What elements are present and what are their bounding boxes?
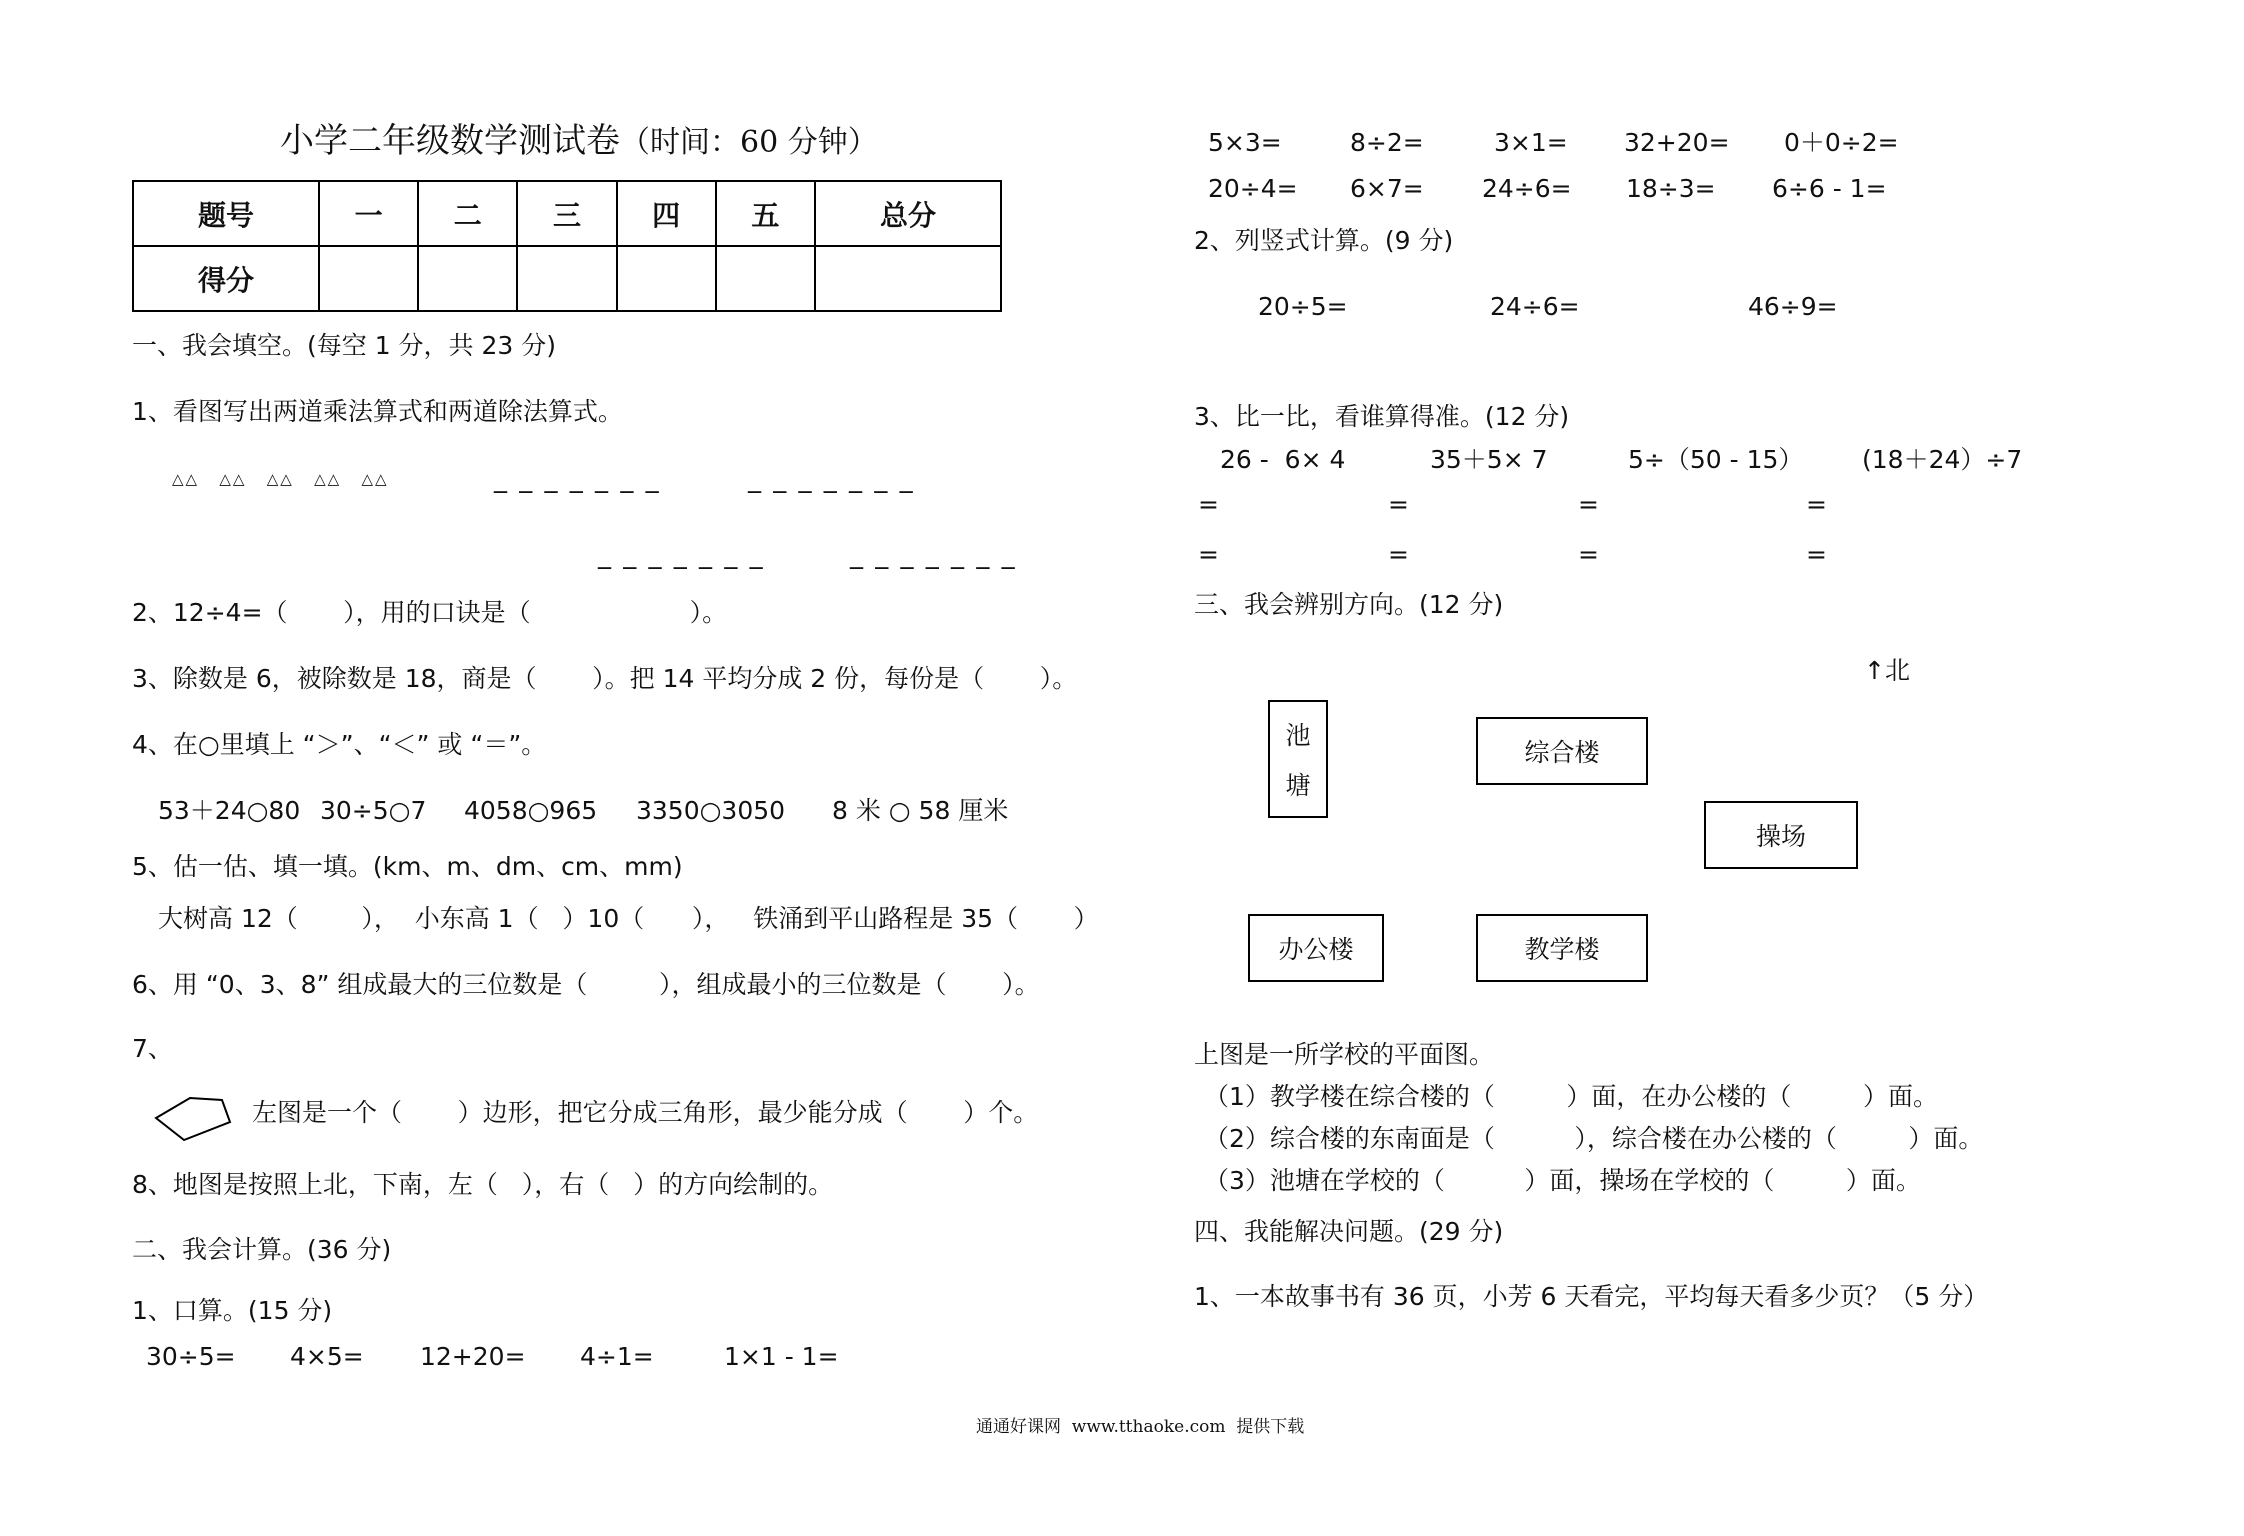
expression: (18＋24）÷7 (1862, 445, 2023, 474)
map-label: 操场 (1755, 822, 1806, 851)
score-table (132, 180, 1002, 312)
equals-sign: = (1578, 540, 1599, 569)
page-title (280, 121, 878, 161)
section-4-title: 四、我能解决问题。(29 分) (1194, 1217, 1504, 1246)
calc-item: 4÷1= (580, 1342, 654, 1371)
question-3: 3、除数是 6，被除数是 18，商是（ ）。把 14 平均分成 2 份，每份是（ ）。 (132, 664, 1078, 693)
section-3-title: 三、我会辨别方向。(12 分) (1194, 590, 1504, 619)
answer-blank[interactable]: _ _ _ _ _ _ _ (598, 540, 765, 570)
question-5: 5、估一估、填一填。(km、m、dm、cm、mm) (132, 852, 683, 881)
map-label: 池 (1285, 721, 1311, 750)
equals-sign: = (1806, 490, 1827, 519)
compare-item: 4058○965 (464, 796, 598, 825)
vertical-calc-item: 20÷5= (1258, 292, 1348, 321)
calc-item: 4×5= (290, 1342, 364, 1371)
score-input-cell[interactable] (418, 246, 517, 311)
time-limit: （时间：60 分钟） (620, 125, 878, 160)
expression: 26 - 6× 4 (1220, 445, 1346, 474)
calc-item: 3×1= (1494, 128, 1568, 157)
problem-1: 1、一本故事书有 36 页，小芳 6 天看完，平均每天看多少页？（5 分） (1194, 1282, 1989, 1311)
compare-item: 53＋24○80 (158, 796, 301, 825)
map-office-building (1248, 914, 1384, 982)
vertical-calc-item: 24÷6= (1490, 292, 1580, 321)
oral-calc-title: 1、口算。(15 分) (132, 1296, 333, 1325)
equals-sign: = (1388, 540, 1409, 569)
score-table-score-row (133, 246, 1001, 311)
score-input-cell[interactable] (716, 246, 815, 311)
calc-item: 20÷4= (1208, 174, 1298, 203)
compare-item: 3350○3050 (636, 796, 786, 825)
map-teaching-building (1476, 914, 1648, 982)
question-8: 8、地图是按照上北，下南，左（ ），右（ ）的方向绘制的。 (132, 1170, 834, 1199)
answer-blank[interactable]: _ _ _ _ _ _ _ (494, 464, 661, 494)
map-pond (1268, 700, 1328, 818)
calc-item: 18÷3= (1626, 174, 1716, 203)
map-description: 上图是一所学校的平面图。 (1194, 1040, 1495, 1069)
score-table-header-row (133, 181, 1001, 246)
score-input-cell[interactable] (319, 246, 418, 311)
map-label: 办公楼 (1278, 935, 1354, 964)
question-6: 6、用 “0、3、8” 组成最大的三位数是（ ），组成最小的三位数是（ ）。 (132, 970, 1040, 999)
section-2-title: 二、我会计算。(36 分) (132, 1235, 392, 1264)
map-complex-building (1476, 717, 1648, 785)
direction-question: （2）综合楼的东南面是（ ），综合楼在办公楼的（ ）面。 (1204, 1124, 1984, 1153)
expression: 5÷（50 - 15） (1628, 445, 1804, 474)
calc-item: 1×1 - 1= (724, 1342, 839, 1371)
answer-blank[interactable]: _ _ _ _ _ _ _ (748, 464, 915, 494)
map-label: 综合楼 (1524, 738, 1600, 767)
equals-sign: = (1578, 490, 1599, 519)
calc-item: 0＋0÷2= (1784, 128, 1899, 157)
polygon-figure (150, 1092, 236, 1144)
title-text: 小学二年级数学测试卷 (280, 121, 620, 161)
score-cell: 总分 (815, 181, 1001, 246)
answer-blank[interactable]: _ _ _ _ _ _ _ (850, 540, 1017, 570)
question-5-line: 大树高 12（ ）， 小东高 1（ ）10（ ）， 铁涌到平山路程是 35（ ） (158, 904, 1099, 933)
score-cell: 得分 (133, 246, 319, 311)
triangle-groups: △△ △△ △△ △△ △△ (172, 470, 389, 488)
calc-item: 6×7= (1350, 174, 1424, 203)
score-cell: 二 (418, 181, 517, 246)
calc-item: 32+20= (1624, 128, 1730, 157)
question-1: 1、看图写出两道乘法算式和两道除法算式。 (132, 397, 623, 426)
map-label: 教学楼 (1524, 935, 1600, 964)
vertical-calc-title: 2、列竖式计算。(9 分) (1194, 226, 1454, 255)
compare-item: 30÷5○7 (320, 796, 427, 825)
map-label: 塘 (1285, 771, 1311, 800)
expression: 35＋5× 7 (1430, 445, 1548, 474)
score-input-cell[interactable] (517, 246, 616, 311)
equals-sign: = (1388, 490, 1409, 519)
calc-item: 30÷5= (146, 1342, 236, 1371)
question-7: 7、 (132, 1034, 173, 1063)
equals-sign: = (1198, 490, 1219, 519)
vertical-calc-item: 46÷9= (1748, 292, 1838, 321)
calc-item: 12+20= (420, 1342, 526, 1371)
section-1-title: 一、我会填空。(每空 1 分，共 23 分) (132, 331, 557, 360)
equals-sign: = (1806, 540, 1827, 569)
score-input-cell[interactable] (617, 246, 716, 311)
score-cell: 五 (716, 181, 815, 246)
map-playground (1704, 801, 1858, 869)
equals-sign: = (1198, 540, 1219, 569)
score-cell: 三 (517, 181, 616, 246)
question-2: 2、12÷4=（ ），用的口诀是（ ）。 (132, 598, 728, 627)
calc-item: 24÷6= (1482, 174, 1572, 203)
direction-question: （3）池塘在学校的（ ）面，操场在学校的（ ）面。 (1204, 1166, 1921, 1195)
question-7-text: 左图是一个（ ）边形，把它分成三角形，最少能分成（ ）个。 (252, 1098, 1039, 1127)
score-input-cell[interactable] (815, 246, 1001, 311)
direction-question: （1）教学楼在综合楼的（ ）面，在办公楼的（ ）面。 (1204, 1082, 1938, 1111)
compare-calc-title: 3、比一比，看谁算得准。(12 分) (1194, 402, 1570, 431)
north-arrow: ↑北 (1864, 656, 1910, 685)
calc-item: 6÷6 - 1= (1772, 174, 1887, 203)
score-cell: 题号 (133, 181, 319, 246)
calc-item: 8÷2= (1350, 128, 1424, 157)
question-4: 4、在○里填上 “＞”、“＜” 或 “＝”。 (132, 730, 547, 759)
compare-item: 8 米 ○ 58 厘米 (832, 796, 1009, 825)
score-cell: 四 (617, 181, 716, 246)
footer-credit: 通通好课网 www.tthaoke.com 提供下载 (976, 1417, 1305, 1437)
score-cell: 一 (319, 181, 418, 246)
calc-item: 5×3= (1208, 128, 1282, 157)
